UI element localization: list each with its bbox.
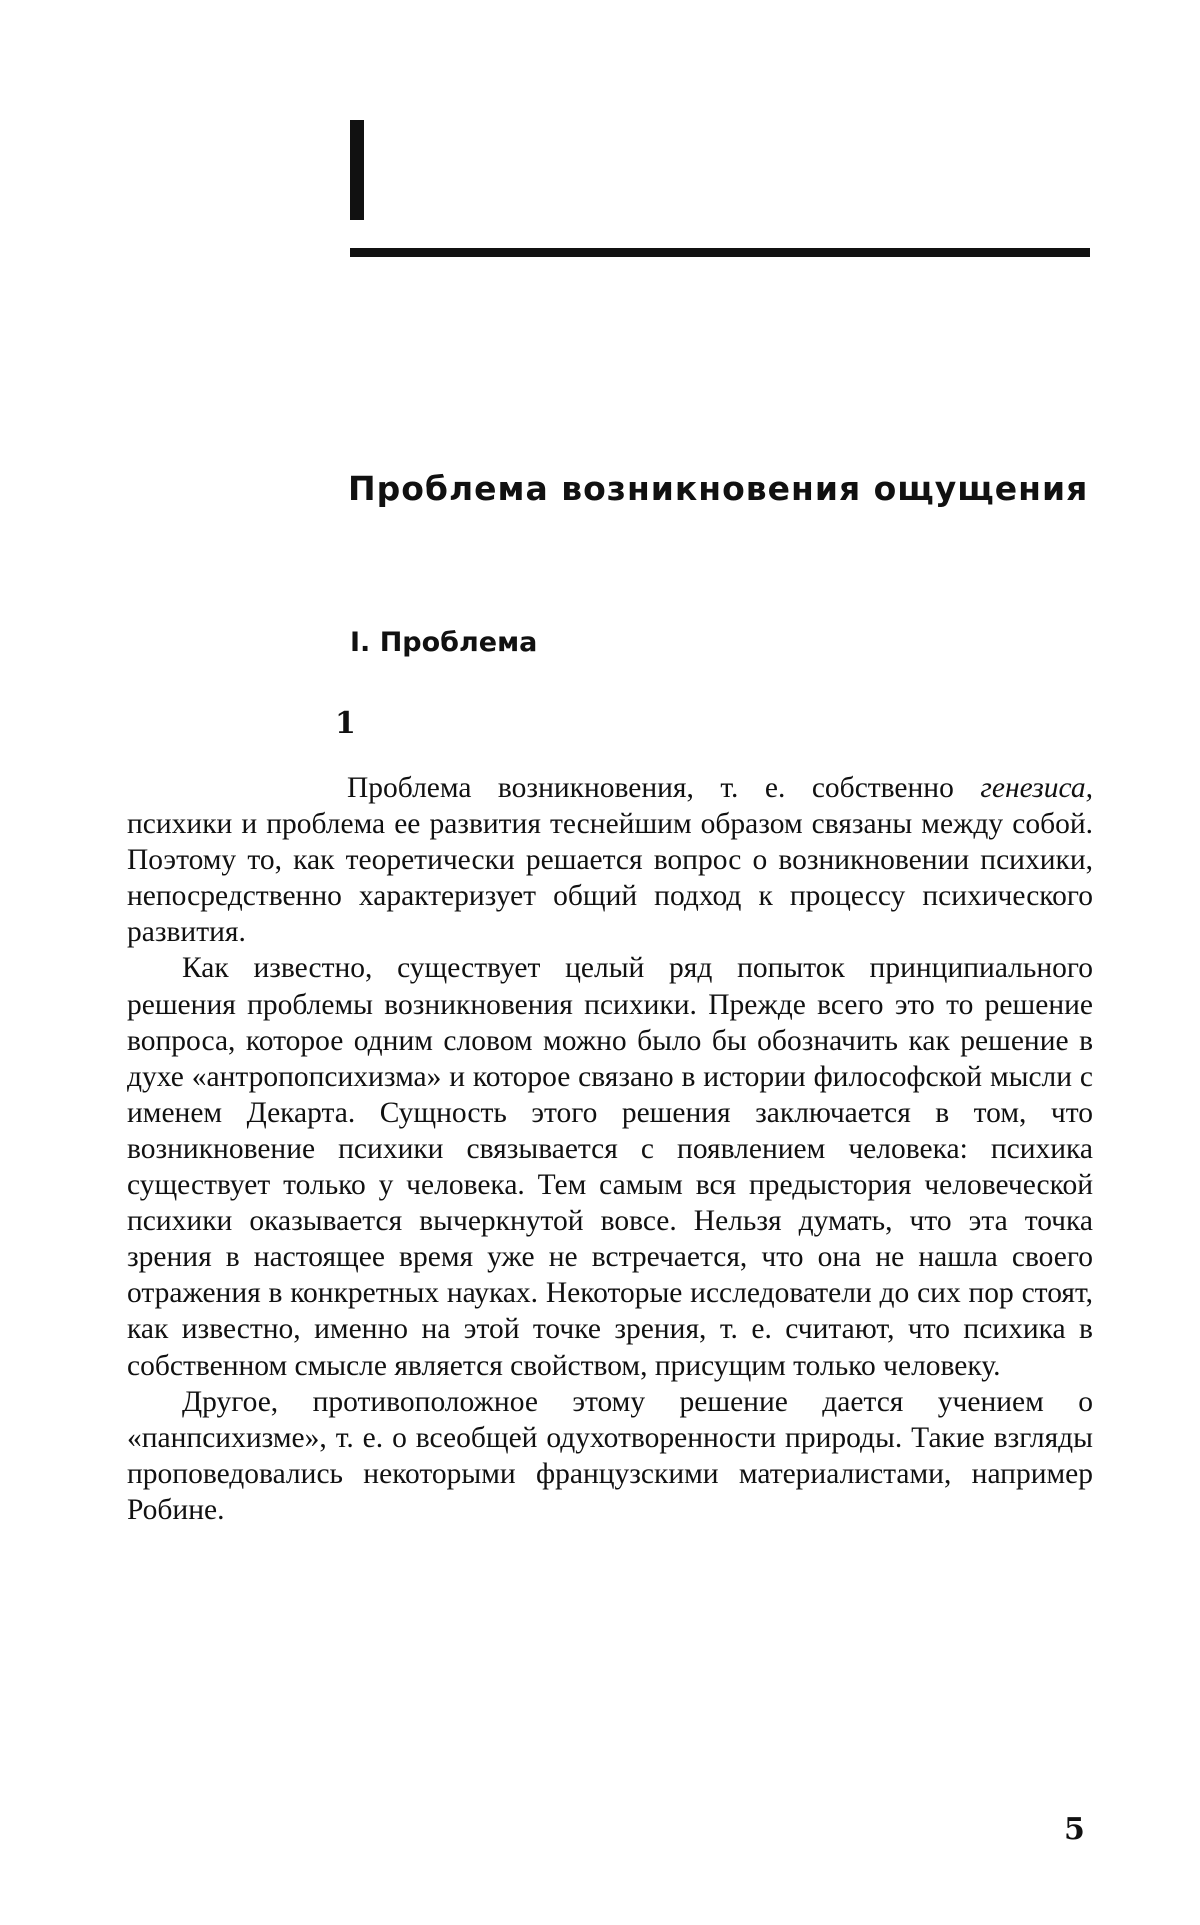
paragraph-1	[127, 770, 1093, 950]
paragraph-1-lead: Проблема возникновения, т. е. собственно	[347, 772, 981, 804]
chapter-divider-rule	[350, 248, 1090, 257]
subsection-number: 1	[335, 706, 356, 741]
paragraph-3: Другое, противоположное этому решение дается учением о «панпсихизме», т. е. о всеобщей одухотворенности природы. Такие взгляды проповедовались некоторыми французскими материалистами, например Робине.	[127, 1385, 1093, 1526]
section-title: I. Проблема	[350, 627, 538, 658]
chapter-title: Проблема возникновения ощущения	[348, 469, 1089, 508]
paragraph-1-rest: психики и проблема ее развития теснейшим образом связаны между собой. Поэтому то, как теоретически решается вопрос о возникновении психики, непосредственно характеризует общий подход к процессу психического развития.	[127, 808, 1093, 949]
body-text	[127, 770, 1093, 1528]
page-number: 5	[1064, 1812, 1085, 1847]
chapter-number	[350, 120, 364, 220]
paragraph-1-italic-term: генезиса,	[980, 772, 1093, 804]
paragraph-2: Как известно, существует целый ряд попыток принципиального решения проблемы возникновения психики. Прежде всего это то решение вопроса, которое одним словом можно было бы обозначить как решение в духе «антропопсихизма» и которое связано в истории философской мысли с именем Декарта. Сущность этого решения заключается в том, что возникновение психики связывается с появлением человека: психика существует только у человека. Тем самым вся предыстория человеческой психики оказывается вычеркнутой вовсе. Нельзя думать, что эта точка зрения в настоящее время уже не встречается, что она не нашла своего отражения в конкретных науках. Некоторые исследователи до сих пор стоят, как известно, именно на этой точке зрения, т. е. считают, что психика в собственном смысле является свойством, присущим только человеку.	[127, 952, 1093, 1382]
